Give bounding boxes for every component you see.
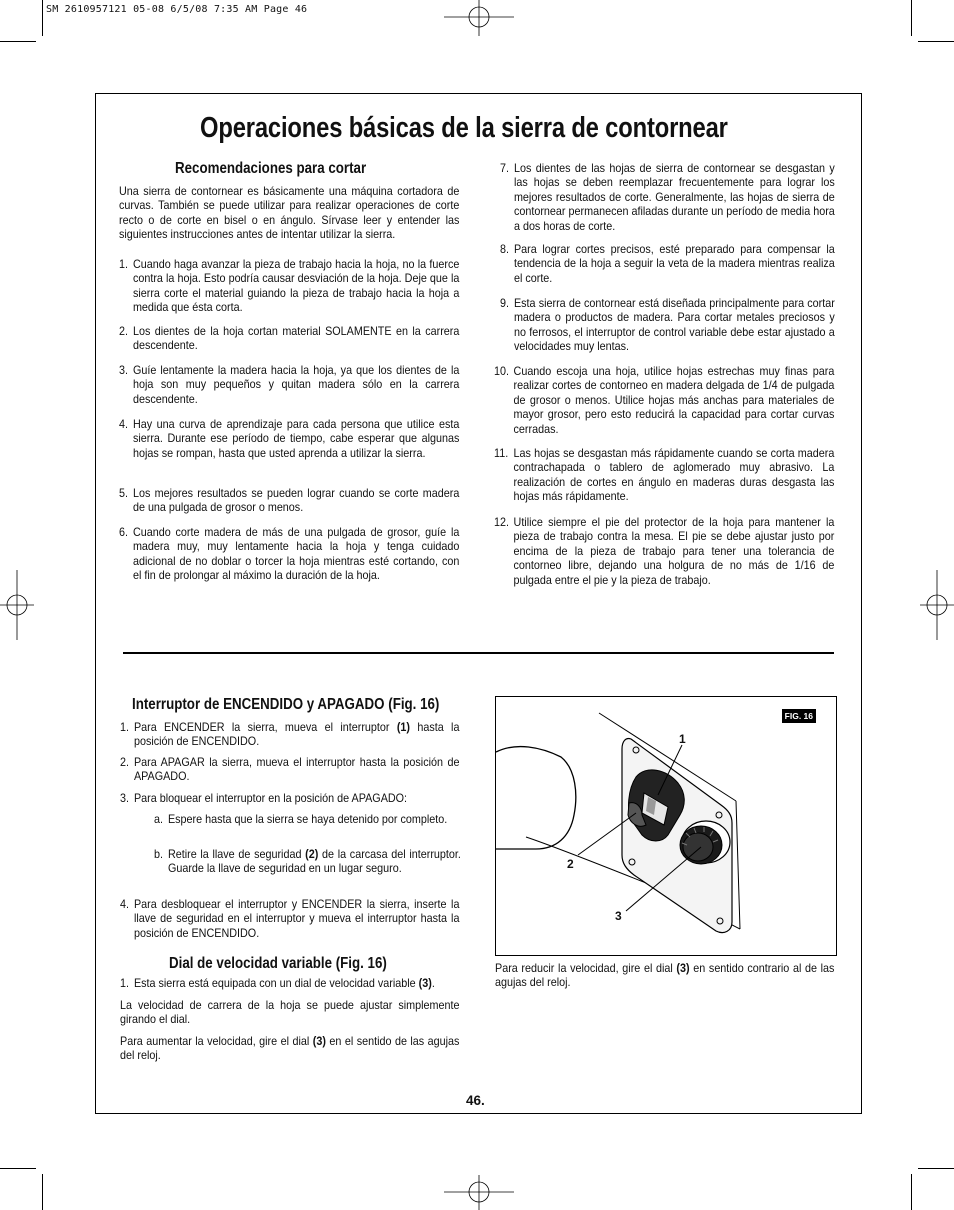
list-item: 5. Los mejores resultados se pueden lograr cuando se corte madera de una pulgada de grosor o menos. [119,487,460,515]
callout-2: 2 [567,857,574,871]
list-item: a. Espere hasta que la sierra se haya detenido por completo. [154,813,448,826]
dial-paragraph: Para reducir la velocidad, gire el dial (3) en sentido contrario al de las agujas del reloj. [495,962,835,990]
list-item: 3. Para bloquear el interruptor en la posición de APAGADO: [120,792,408,805]
crop-mark [42,0,43,36]
list-item: 1. Esta sierra está equipada con un dial de velocidad variable (3). [120,977,435,990]
list-item: 3. Guíe lentamente la madera hacia la hoja, ya que los dientes de la hoja son muy pequeños y quitan madera sólo en la carrera descendente. [119,364,460,406]
callout-1: 1 [679,732,686,746]
registration-mark-left [0,570,34,640]
dial-paragraph: Para aumentar la velocidad, gire el dial (3) en el sentido de las agujas del reloj. [120,1035,460,1063]
list-item: 2. Para APAGAR la sierra, mueva el interruptor hasta la posición de APAGADO. [120,756,460,784]
print-slug: SM 2610957121 05-08 6/5/08 7:35 AM Page 46 [46,4,308,15]
crop-mark [918,41,954,42]
list-item: b. Retire la llave de seguridad (2) de la carcasa del interruptor. Guarde la llave de seguridad en un lugar seguro. [154,848,461,876]
section-heading-cutting: Recomendaciones para cortar [175,160,367,177]
intro-paragraph: Una sierra de contornear es básicamente una máquina cortadora de curvas. También se puede utilizar para realizar operaciones de corte recto o de corte en bisel o en ángulo. Sírvase leer y entender las siguientes instrucciones antes de intentar utilizar la sierra. [119,185,460,242]
crop-mark [911,0,912,36]
crop-mark [0,41,36,42]
section-divider [123,652,834,654]
crop-mark [911,1174,912,1210]
list-item: 4. Hay una curva de aprendizaje para cada persona que utilice esta sierra. Durante ese período de tiempo, cabe esperar que algunas hojas se rompan, hasta que usted aprenda a utilizar la sierra. [119,418,460,460]
crop-mark [918,1168,954,1169]
list-item: 11. Las hojas se desgastan más rápidamente cuando se corta madera contrachapada o tablero de aglomerado muy abrasivo. La realización de cortes en ángulo en maderas duras desgasta las hojas más rápidamente. [494,447,835,504]
crop-mark [42,1174,43,1210]
page-number: 46. [466,1093,485,1108]
section-heading-dial: Dial de velocidad variable (Fig. 16) [169,955,387,972]
figure-16 [495,696,837,956]
switch-panel-illustration [496,697,836,955]
list-item: 4. Para desbloquear el interruptor y ENCENDER la sierra, inserte la llave de seguridad en el interruptor y mueva el interruptor hasta la posición de ENCENDIDO. [120,898,460,940]
page-title: Operaciones básicas de la sierra de contornear [200,112,728,144]
crop-mark [0,1168,36,1169]
registration-mark-right [920,570,954,640]
callout-3: 3 [615,909,622,923]
list-item: 8. Para lograr cortes precisos, esté preparado para compensar la tendencia de la hoja a seguir la veta de la madera mientras realiza el corte. [500,243,835,285]
list-item: 10. Cuando escoja una hoja, utilice hojas estrechas muy finas para realizar cortes de contorneo en madera delgada de 1/4 de pulgada de grosor o menos. Utilice hojas más anchas para materiales de mayor grosor, pero esto reducirá la capacidad para cortar curvas cerradas. [494,365,835,436]
registration-mark-bottom [444,1175,514,1210]
list-item: 6. Cuando corte madera de más de una pulgada de grosor, guíe la madera muy, muy lentamente hacia la hoja y tenga cuidado adicional de no doblar o torcer la hoja mientras esté cortando, con el fin de prolongar al máximo la duración de la hoja. [119,526,460,583]
list-item: 7. Los dientes de las hojas de sierra de contornear se desgastan y las hojas se deben reemplazar frecuentemente para lograr los mejores resultados de corte. Generalmente, las hojas de sierra de contornear permanecen afiladas durante un período de media hora a dos horas de corte. [500,162,835,233]
list-item: 12. Utilice siempre el pie del protector de la hoja para mantener la pieza de trabajo contra la mesa. El pie se debe ajustar justo por encima de la pieza de trabajo para tener una tolerancia de contorneo libre, dejando una holgura de no más de 1/16 de pulgada entre el pie y la pieza de trabajo. [494,516,835,587]
list-item: 1. Para ENCENDER la sierra, mueva el interruptor (1) hasta la posición de ENCENDIDO. [120,721,460,749]
list-item: 9. Esta sierra de contornear está diseñada principalmente para cortar madera o productos de madera. Para cortar metales preciosos y no ferrosos, el interruptor de control variable debe estar ajustado a velocidades muy lentas. [500,297,835,354]
figure-tag: FIG. 16 [782,709,816,723]
list-item: 1. Cuando haga avanzar la pieza de trabajo hacia la hoja, no la fuerce contra la hoja. Esto podría causar desviación de la hoja. Deje que la sierra corte el material guiando la pieza de trabajo hacia la hoja a medida que ésta corta. [119,258,460,315]
dial-paragraph: La velocidad de carrera de la hoja se puede ajustar simplemente girando el dial. [120,999,460,1027]
registration-mark-top [444,0,514,36]
list-item: 2. Los dientes de la hoja cortan material SOLAMENTE en la carrera descendente. [119,325,460,353]
section-heading-switch: Interruptor de ENCENDIDO y APAGADO (Fig. 16) [132,696,440,713]
